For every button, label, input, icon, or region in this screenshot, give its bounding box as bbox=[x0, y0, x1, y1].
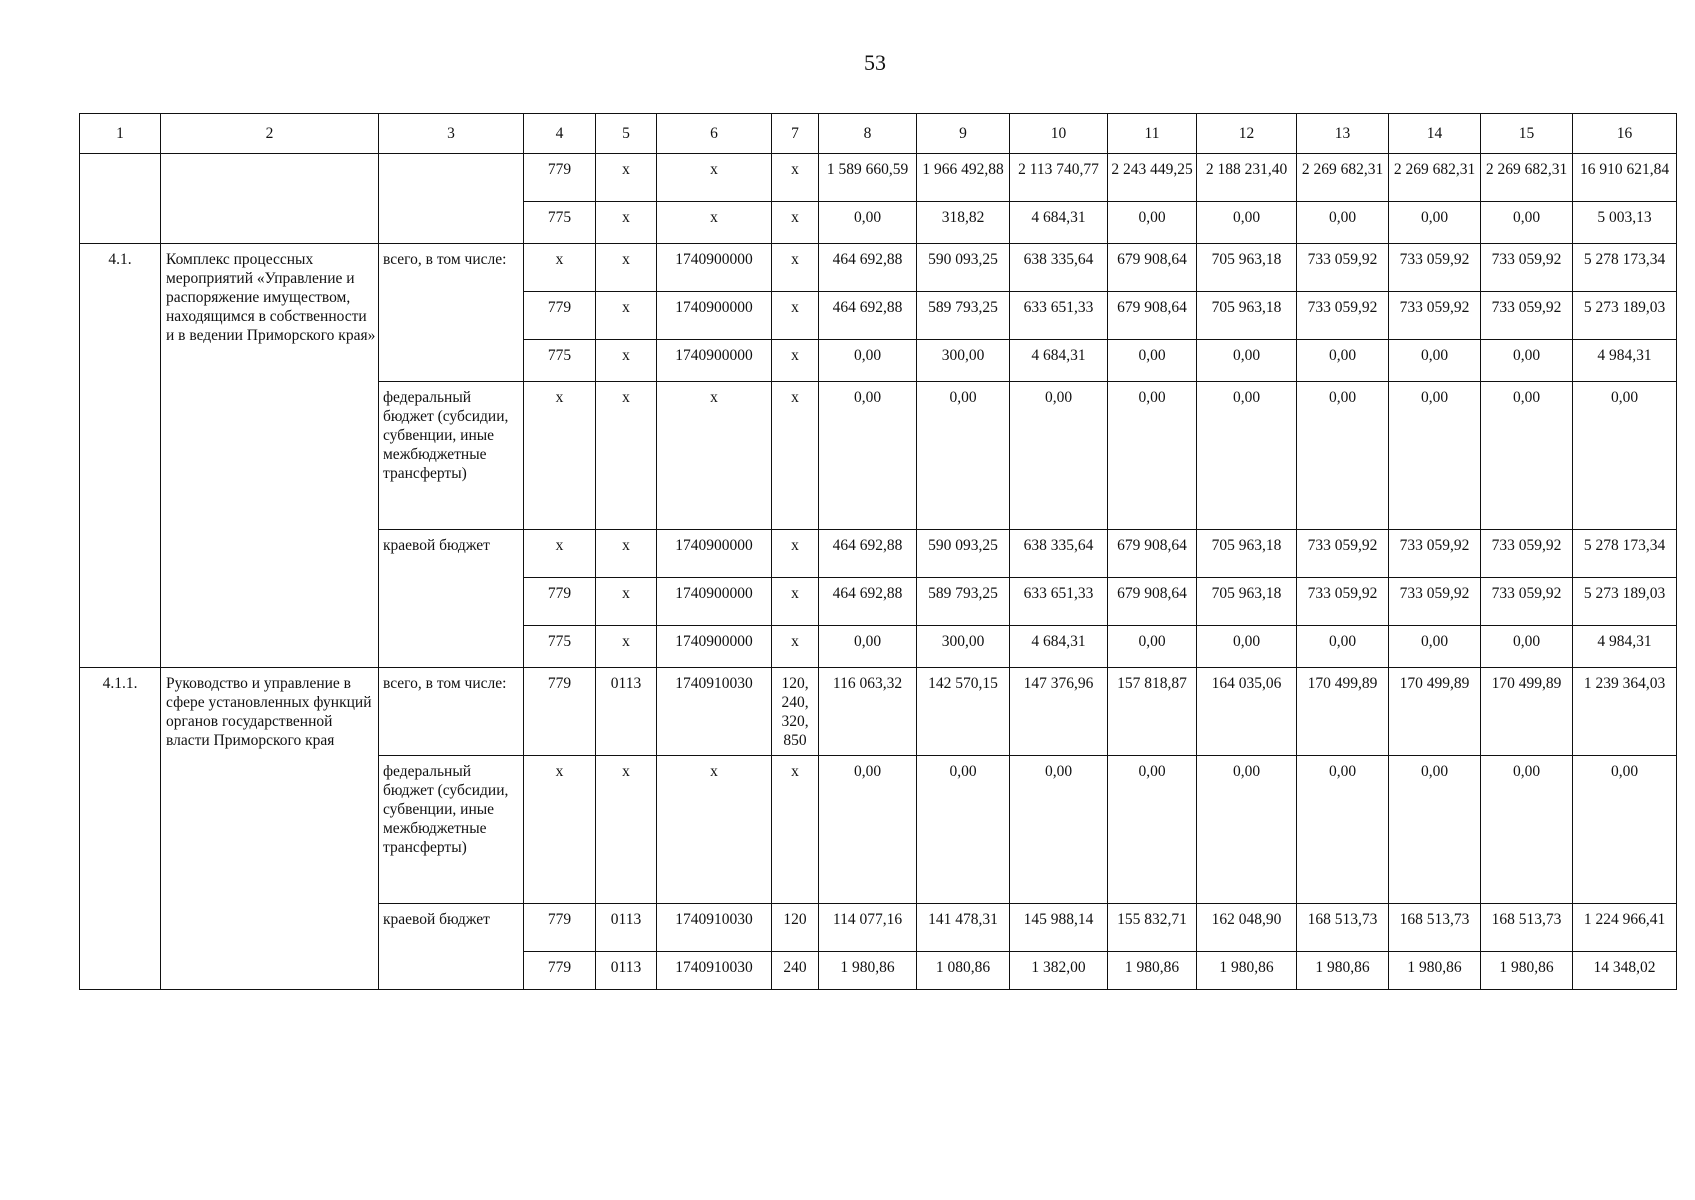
empty-cell bbox=[379, 154, 524, 244]
value-cell: 0,00 bbox=[1297, 340, 1389, 382]
value-cell: 464 692,88 bbox=[819, 292, 917, 340]
page-number: 53 bbox=[864, 50, 886, 75]
value-cell: 0,00 bbox=[1010, 382, 1108, 530]
code-cell: х bbox=[524, 756, 596, 904]
value-cell: 0,00 bbox=[917, 382, 1010, 530]
value-cell: 0,00 bbox=[819, 382, 917, 530]
code-cell: 779 bbox=[524, 952, 596, 990]
value-cell: 2 113 740,77 bbox=[1010, 154, 1108, 202]
code-cell: х bbox=[772, 340, 819, 382]
value-cell: 0,00 bbox=[1481, 626, 1573, 668]
value-cell: 2 269 682,31 bbox=[1481, 154, 1573, 202]
value-cell: 464 692,88 bbox=[819, 244, 917, 292]
table-row bbox=[80, 154, 1677, 202]
value-cell: 705 963,18 bbox=[1197, 244, 1297, 292]
code-cell: х bbox=[772, 292, 819, 340]
value-cell: 157 818,87 bbox=[1108, 668, 1197, 756]
column-header: 14 bbox=[1389, 114, 1481, 154]
value-cell: 162 048,90 bbox=[1197, 904, 1297, 952]
value-cell: 0,00 bbox=[1389, 626, 1481, 668]
value-cell: 0,00 bbox=[1573, 756, 1677, 904]
value-cell: 1 080,86 bbox=[917, 952, 1010, 990]
value-cell: 0,00 bbox=[1297, 756, 1389, 904]
value-cell: 733 059,92 bbox=[1389, 292, 1481, 340]
value-cell: 0,00 bbox=[917, 756, 1010, 904]
value-cell: 0,00 bbox=[1108, 626, 1197, 668]
value-cell: 0,00 bbox=[1389, 202, 1481, 244]
value-cell: 14 348,02 bbox=[1573, 952, 1677, 990]
value-cell: 1 980,86 bbox=[1481, 952, 1573, 990]
value-cell: 0,00 bbox=[1389, 756, 1481, 904]
value-cell: 0,00 bbox=[1108, 756, 1197, 904]
code-cell: 779 bbox=[524, 154, 596, 202]
label-total: всего, в том числе: bbox=[379, 668, 524, 756]
column-header: 15 bbox=[1481, 114, 1573, 154]
value-cell: 0,00 bbox=[819, 340, 917, 382]
value-cell: 170 499,89 bbox=[1481, 668, 1573, 756]
value-cell: 5 278 173,34 bbox=[1573, 530, 1677, 578]
value-cell: 638 335,64 bbox=[1010, 530, 1108, 578]
value-cell: 0,00 bbox=[1108, 340, 1197, 382]
code-cell: 1740910030 bbox=[657, 952, 772, 990]
column-header: 7 bbox=[772, 114, 819, 154]
code-cell: х bbox=[657, 756, 772, 904]
code-cell: 0113 bbox=[596, 668, 657, 756]
code-cell: 775 bbox=[524, 626, 596, 668]
value-cell: 1 980,86 bbox=[1389, 952, 1481, 990]
value-cell: 0,00 bbox=[1197, 202, 1297, 244]
value-cell: 633 651,33 bbox=[1010, 578, 1108, 626]
code-cell: 1740910030 bbox=[657, 904, 772, 952]
code-cell: 779 bbox=[524, 668, 596, 756]
budget-table bbox=[79, 113, 1677, 990]
value-cell: 318,82 bbox=[917, 202, 1010, 244]
value-cell: 0,00 bbox=[1297, 626, 1389, 668]
code-cell: 1740900000 bbox=[657, 530, 772, 578]
value-cell: 705 963,18 bbox=[1197, 292, 1297, 340]
code-cell: 775 bbox=[524, 202, 596, 244]
code-cell: х bbox=[596, 756, 657, 904]
column-header: 10 bbox=[1010, 114, 1108, 154]
value-cell: 733 059,92 bbox=[1389, 578, 1481, 626]
code-cell: 1740900000 bbox=[657, 244, 772, 292]
value-cell: 633 651,33 bbox=[1010, 292, 1108, 340]
value-cell: 2 188 231,40 bbox=[1197, 154, 1297, 202]
value-cell: 5 273 189,03 bbox=[1573, 578, 1677, 626]
value-cell: 16 910 621,84 bbox=[1573, 154, 1677, 202]
code-cell: х bbox=[772, 626, 819, 668]
value-cell: 679 908,64 bbox=[1108, 292, 1197, 340]
code-cell: х bbox=[772, 382, 819, 530]
value-cell: 168 513,73 bbox=[1297, 904, 1389, 952]
code-cell: х bbox=[524, 244, 596, 292]
value-cell: 4 984,31 bbox=[1573, 340, 1677, 382]
code-cell: 240 bbox=[772, 952, 819, 990]
value-cell: 0,00 bbox=[1573, 382, 1677, 530]
value-cell: 116 063,32 bbox=[819, 668, 917, 756]
column-header: 13 bbox=[1297, 114, 1389, 154]
value-cell: 0,00 bbox=[1481, 756, 1573, 904]
value-cell: 0,00 bbox=[1108, 202, 1197, 244]
value-cell: 300,00 bbox=[917, 340, 1010, 382]
value-cell: 170 499,89 bbox=[1297, 668, 1389, 756]
section-name: Комплекс процессных мероприятий «Управление и распоряжение имуществом, находящимся в собственности и в ведении Приморского края» bbox=[161, 244, 379, 668]
column-header: 3 bbox=[379, 114, 524, 154]
column-header: 16 bbox=[1573, 114, 1677, 154]
label-regional: краевой бюджет bbox=[379, 530, 524, 668]
value-cell: 1 980,86 bbox=[1197, 952, 1297, 990]
label-federal: федеральный бюджет (субсидии, субвенции, иные межбюджетные трансферты) bbox=[379, 382, 524, 530]
value-cell: 0,00 bbox=[819, 756, 917, 904]
value-cell: 155 832,71 bbox=[1108, 904, 1197, 952]
value-cell: 2 269 682,31 bbox=[1389, 154, 1481, 202]
value-cell: 147 376,96 bbox=[1010, 668, 1108, 756]
table-row bbox=[80, 668, 1677, 756]
code-cell: 120 bbox=[772, 904, 819, 952]
code-cell: х bbox=[772, 244, 819, 292]
value-cell: 0,00 bbox=[1010, 756, 1108, 904]
column-header: 2 bbox=[161, 114, 379, 154]
column-header: 9 bbox=[917, 114, 1010, 154]
code-cell: 1740900000 bbox=[657, 578, 772, 626]
column-header: 12 bbox=[1197, 114, 1297, 154]
value-cell: 590 093,25 bbox=[917, 244, 1010, 292]
column-header: 5 bbox=[596, 114, 657, 154]
empty-cell bbox=[161, 154, 379, 244]
value-cell: 5 278 173,34 bbox=[1573, 244, 1677, 292]
code-cell: 779 bbox=[524, 578, 596, 626]
code-cell: х bbox=[596, 154, 657, 202]
label-total: всего, в том числе: bbox=[379, 244, 524, 382]
code-cell: х bbox=[772, 530, 819, 578]
value-cell: 0,00 bbox=[1197, 382, 1297, 530]
value-cell: 1 980,86 bbox=[1297, 952, 1389, 990]
value-cell: 4 984,31 bbox=[1573, 626, 1677, 668]
column-header: 11 bbox=[1108, 114, 1197, 154]
value-cell: 733 059,92 bbox=[1297, 292, 1389, 340]
value-cell: 0,00 bbox=[1389, 340, 1481, 382]
value-cell: 1 980,86 bbox=[819, 952, 917, 990]
code-cell: 1740900000 bbox=[657, 626, 772, 668]
value-cell: 705 963,18 bbox=[1197, 530, 1297, 578]
value-cell: 5 003,13 bbox=[1573, 202, 1677, 244]
value-cell: 733 059,92 bbox=[1481, 244, 1573, 292]
value-cell: 2 243 449,25 bbox=[1108, 154, 1197, 202]
code-cell: х bbox=[596, 244, 657, 292]
value-cell: 1 980,86 bbox=[1108, 952, 1197, 990]
value-cell: 142 570,15 bbox=[917, 668, 1010, 756]
value-cell: 4 684,31 bbox=[1010, 626, 1108, 668]
code-cell: х bbox=[772, 756, 819, 904]
column-header: 8 bbox=[819, 114, 917, 154]
value-cell: 733 059,92 bbox=[1481, 530, 1573, 578]
section-number: 4.1. bbox=[80, 244, 161, 668]
code-cell: х bbox=[772, 578, 819, 626]
code-cell: 779 bbox=[524, 292, 596, 340]
value-cell: 300,00 bbox=[917, 626, 1010, 668]
value-cell: 0,00 bbox=[1297, 202, 1389, 244]
code-cell: х bbox=[772, 154, 819, 202]
value-cell: 733 059,92 bbox=[1297, 244, 1389, 292]
code-cell: 1740900000 bbox=[657, 292, 772, 340]
code-cell: х bbox=[524, 530, 596, 578]
table-row bbox=[80, 244, 1677, 292]
code-cell: 0113 bbox=[596, 904, 657, 952]
value-cell: 464 692,88 bbox=[819, 578, 917, 626]
table-header-row bbox=[80, 114, 1677, 154]
value-cell: 4 684,31 bbox=[1010, 202, 1108, 244]
value-cell: 168 513,73 bbox=[1389, 904, 1481, 952]
value-cell: 1 382,00 bbox=[1010, 952, 1108, 990]
code-cell: 779 bbox=[524, 904, 596, 952]
value-cell: 0,00 bbox=[1481, 340, 1573, 382]
value-cell: 0,00 bbox=[1389, 382, 1481, 530]
column-header: 4 bbox=[524, 114, 596, 154]
value-cell: 464 692,88 bbox=[819, 530, 917, 578]
value-cell: 5 273 189,03 bbox=[1573, 292, 1677, 340]
value-cell: 1 224 966,41 bbox=[1573, 904, 1677, 952]
value-cell: 168 513,73 bbox=[1481, 904, 1573, 952]
value-cell: 679 908,64 bbox=[1108, 578, 1197, 626]
value-cell: 0,00 bbox=[819, 202, 917, 244]
value-cell: 1 966 492,88 bbox=[917, 154, 1010, 202]
value-cell: 145 988,14 bbox=[1010, 904, 1108, 952]
value-cell: 1 239 364,03 bbox=[1573, 668, 1677, 756]
code-cell: х bbox=[657, 382, 772, 530]
value-cell: 0,00 bbox=[1297, 382, 1389, 530]
value-cell: 733 059,92 bbox=[1481, 578, 1573, 626]
label-federal: федеральный бюджет (субсидии, субвенции, иные межбюджетные трансферты) bbox=[379, 756, 524, 904]
value-cell: 114 077,16 bbox=[819, 904, 917, 952]
value-cell: 0,00 bbox=[1108, 382, 1197, 530]
code-cell: 120, 240, 320, 850 bbox=[772, 668, 819, 756]
code-cell: 775 bbox=[524, 340, 596, 382]
code-cell: 1740900000 bbox=[657, 340, 772, 382]
value-cell: 0,00 bbox=[1197, 340, 1297, 382]
section-name: Руководство и управление в сфере установленных функций органов государственной власти Приморского края bbox=[161, 668, 379, 990]
code-cell: х bbox=[596, 292, 657, 340]
value-cell: 0,00 bbox=[819, 626, 917, 668]
empty-cell bbox=[80, 154, 161, 244]
value-cell: 0,00 bbox=[1481, 382, 1573, 530]
value-cell: 1 589 660,59 bbox=[819, 154, 917, 202]
code-cell: х bbox=[524, 382, 596, 530]
column-header: 1 bbox=[80, 114, 161, 154]
code-cell: х bbox=[657, 154, 772, 202]
value-cell: 733 059,92 bbox=[1297, 578, 1389, 626]
value-cell: 589 793,25 bbox=[917, 578, 1010, 626]
code-cell: х bbox=[596, 626, 657, 668]
value-cell: 4 684,31 bbox=[1010, 340, 1108, 382]
value-cell: 638 335,64 bbox=[1010, 244, 1108, 292]
section-number: 4.1.1. bbox=[80, 668, 161, 990]
value-cell: 733 059,92 bbox=[1389, 530, 1481, 578]
code-cell: х bbox=[596, 382, 657, 530]
value-cell: 733 059,92 bbox=[1297, 530, 1389, 578]
value-cell: 0,00 bbox=[1197, 756, 1297, 904]
value-cell: 733 059,92 bbox=[1389, 244, 1481, 292]
code-cell: х bbox=[772, 202, 819, 244]
value-cell: 589 793,25 bbox=[917, 292, 1010, 340]
code-cell: х bbox=[596, 340, 657, 382]
code-cell: х bbox=[657, 202, 772, 244]
value-cell: 679 908,64 bbox=[1108, 530, 1197, 578]
value-cell: 590 093,25 bbox=[917, 530, 1010, 578]
code-cell: 1740910030 bbox=[657, 668, 772, 756]
column-header: 6 bbox=[657, 114, 772, 154]
value-cell: 0,00 bbox=[1197, 626, 1297, 668]
value-cell: 141 478,31 bbox=[917, 904, 1010, 952]
value-cell: 705 963,18 bbox=[1197, 578, 1297, 626]
label-regional: краевой бюджет bbox=[379, 904, 524, 990]
value-cell: 164 035,06 bbox=[1197, 668, 1297, 756]
code-cell: х bbox=[596, 530, 657, 578]
code-cell: 0113 bbox=[596, 952, 657, 990]
value-cell: 170 499,89 bbox=[1389, 668, 1481, 756]
value-cell: 679 908,64 bbox=[1108, 244, 1197, 292]
value-cell: 2 269 682,31 bbox=[1297, 154, 1389, 202]
value-cell: 733 059,92 bbox=[1481, 292, 1573, 340]
code-cell: х bbox=[596, 578, 657, 626]
code-cell: х bbox=[596, 202, 657, 244]
value-cell: 0,00 bbox=[1481, 202, 1573, 244]
